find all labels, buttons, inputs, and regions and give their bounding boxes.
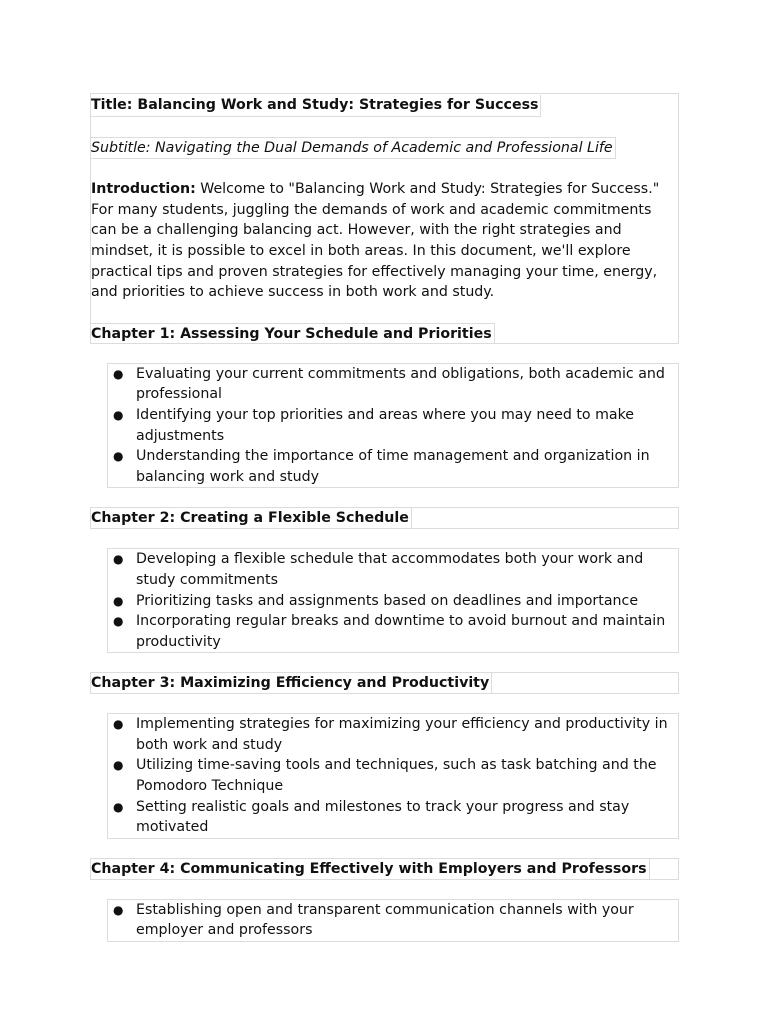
chapter-heading-row [90,507,679,529]
list-item: ● Understanding the importance of time management and organization in balancing work and study [113,448,650,485]
chapter-heading: Chapter 4: Communicating Effectively with Employers and Professors [91,859,650,879]
chapter-heading: Chapter 2: Creating a Flexible Schedule [91,508,412,528]
bullet-icon: ● [113,902,124,917]
list-item: ● Establishing open and transparent communication channels with your employer and professors [113,901,634,939]
introduction-text: Welcome to "Balancing Work and Study: Strategies for Success." For many students, juggling the demands of work and academic commitments can be a challenging balancing act. However, with the right strategies and mindset, it is possible to excel in both areas. In this document, we'll explore practical tips and proven strategies for effectively managing your time, energy, and priorities to achieve success in both work and study. [91,181,660,301]
chapter-bullet-list [107,899,679,942]
list-item: ● Developing a flexible schedule that accommodates both your work and study commitments [113,551,644,588]
chapter-bullet-list [107,548,679,653]
bullet-icon: ● [113,593,124,608]
list-item: ● Implementing strategies for maximizing your efficiency and productivity in both work and study [113,716,668,753]
list-item: ● Evaluating your current commitments and obligations, both academic and professional [113,365,665,403]
bullet-icon: ● [113,449,124,464]
document-page [90,93,679,961]
list-item: ● Identifying your top priorities and areas where you may need to make adjustments [113,406,635,444]
list-item: ● Utilizing time-saving tools and techniques, such as task batching and the Pomodoro Technique [113,757,657,795]
document-subtitle: Subtitle: Navigating the Dual Demands of Academic and Professional Life [91,137,616,160]
bullet-icon: ● [113,407,124,422]
introduction-label: Introduction: [91,181,196,198]
bullet-icon: ● [113,799,124,814]
chapter-heading-row [90,858,679,880]
list-item: ● Setting realistic goals and milestones to track your progress and stay motivated [113,798,630,836]
list-item: ● Prioritizing tasks and assignments based on deadlines and importance [108,591,678,612]
document-title: Title: Balancing Work and Study: Strategies for Success [91,95,541,117]
chapter-heading-row [90,672,679,694]
bullet-icon: ● [113,758,124,773]
intro-section [90,93,679,344]
chapter-heading: Chapter 1: Assessing Your Schedule and Priorities [91,323,495,344]
chapter-bullet-list [107,713,679,839]
bullet-icon: ● [113,552,124,567]
bullet-icon: ● [113,366,124,381]
chapter-bullet-list [107,363,679,489]
chapter-heading-row [91,323,676,343]
bullet-icon: ● [113,614,124,629]
introduction-paragraph [91,179,676,303]
chapter-heading: Chapter 3: Maximizing Efficiency and Productivity [91,673,492,693]
bullet-icon: ● [113,717,124,732]
list-item: ● Incorporating regular breaks and downtime to avoid burnout and maintain productivity [113,613,666,650]
